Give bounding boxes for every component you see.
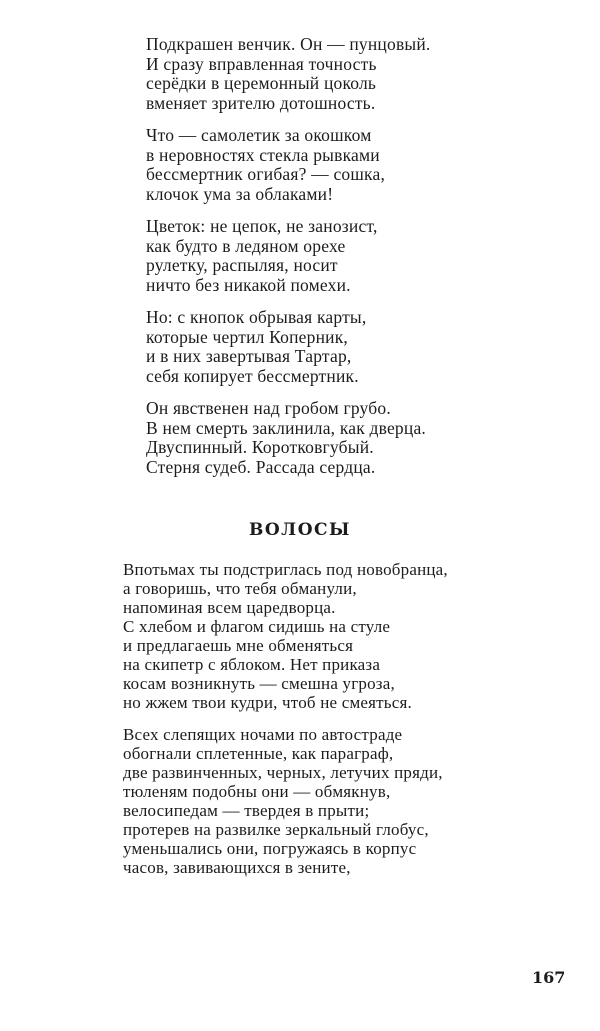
verse-line: Впотьмах ты подстриглась под новобранца, xyxy=(123,560,448,579)
poem-title: ВОЛОСЫ xyxy=(249,520,351,540)
page-number: 167 xyxy=(532,968,566,987)
verse-line: Цветок: не цепок, не занозист, xyxy=(146,216,378,236)
stanza xyxy=(146,399,466,477)
verse-line: часов, завивающихся в зените, xyxy=(123,858,351,877)
verse-line: Подкрашен венчик. Он — пунцовый. xyxy=(146,34,431,54)
stanza xyxy=(146,35,466,113)
verse-line: Он явственен над гробом грубо. xyxy=(146,398,391,418)
verse-line: обогнали сплетенные, как параграф, xyxy=(123,744,394,763)
verse-line: И сразу вправленная точность xyxy=(146,53,377,74)
verse-line: клочок ума за облаками! xyxy=(146,183,334,204)
verse-line: серёдки в церемонный цоколь xyxy=(146,73,377,93)
verse-line: но жжем твои кудри, чтоб не смеяться. xyxy=(123,693,412,712)
verse-line: на скипетр с яблоком. Нет приказа xyxy=(123,655,381,674)
verse-line: себя копирует бессмертник. xyxy=(146,365,359,386)
verse-line: а говоришь, что тебя обманули, xyxy=(123,579,357,598)
stanza xyxy=(123,725,503,877)
stanza xyxy=(146,308,466,386)
verse-line: бессмертник огибая? — сошка, xyxy=(146,164,386,184)
verse-line: С хлебом и флагом сидишь на стуле xyxy=(123,617,391,636)
verse-line: Что — самолетик за окошком xyxy=(146,125,372,145)
verse-line: вменяет зрителю дотошность. xyxy=(146,92,376,113)
poem-2 xyxy=(123,560,503,877)
verse-line: уменьшались они, погружаясь в корпус xyxy=(123,839,417,858)
verse-line: и в них завертывая Тартар, xyxy=(146,346,352,366)
verse-line: косам возникнуть — смешна угроза, xyxy=(123,674,395,693)
stanza xyxy=(123,560,503,712)
verse-line: велосипедам — твердея в прыти; xyxy=(123,801,370,820)
verse-line: ничто без никакой помехи. xyxy=(146,274,351,295)
stanza xyxy=(146,126,466,204)
verse-line: тюленям подобны они — обмякнув, xyxy=(123,782,391,801)
stanza xyxy=(146,217,466,295)
verse-line: и предлагаешь мне обменяться xyxy=(123,636,354,655)
verse-line: В нем смерть заклинила, как дверца. xyxy=(146,417,426,438)
verse-line: протерев на развилке зеркальный глобус, xyxy=(123,820,429,839)
verse-line: как будто в ледяном орехе xyxy=(146,235,346,256)
verse-line: которые чертил Коперник, xyxy=(146,326,348,347)
verse-line: Двуспинный. Коротковгубый. xyxy=(146,437,374,457)
verse-line: Стерня судеб. Рассада сердца. xyxy=(146,456,376,477)
poem-1 xyxy=(146,35,466,477)
verse-line: рулетку, распыляя, носит xyxy=(146,255,338,275)
verse-line: Но: с кнопок обрывая карты, xyxy=(146,307,367,327)
verse-line: напоминая всем царедворца. xyxy=(123,598,336,617)
verse-line: Всех слепящих ночами по автостраде xyxy=(123,725,403,744)
verse-line: две развинченных, черных, летучих пряди, xyxy=(123,763,443,782)
verse-line: в неровностях стекла рывками xyxy=(146,144,380,165)
